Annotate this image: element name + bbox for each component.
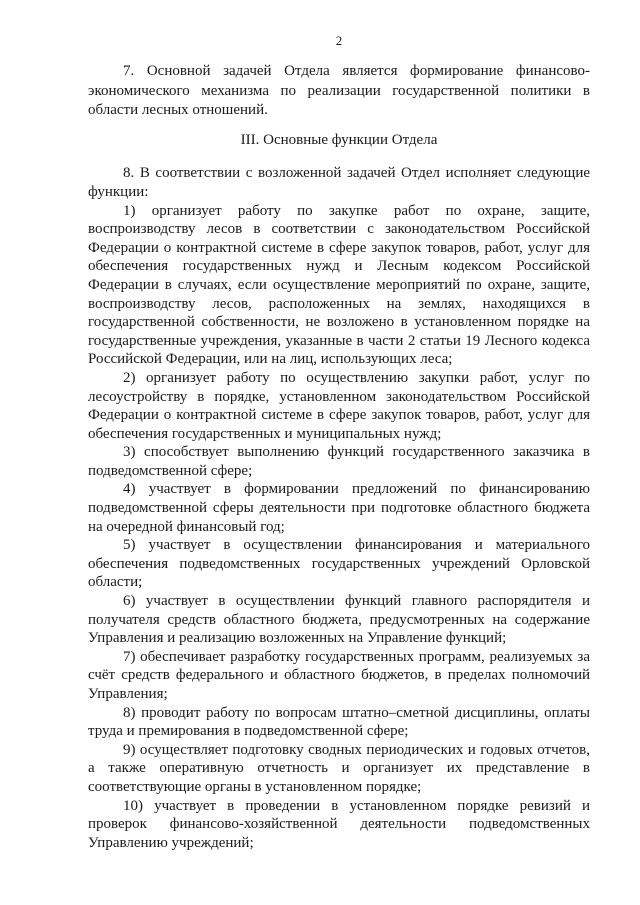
function-item: 6) участвует в осуществлении функций главного распорядителя и получателя средств областного бюджета, предусмотренных на содержание Управления и реализацию возложенных на Управление функций; <box>88 593 590 647</box>
intro-paragraph: 7. Основной задачей Отдела является формирование финансово-экономического механизма по реализации государственной политики в области лесных отношений. <box>88 63 590 119</box>
function-item: 8) проводит работу по вопросам штатно–сметной дисциплины, оплаты труда и премирования в подведомственной сфере; <box>88 704 590 740</box>
page-number: 2 <box>335 33 343 48</box>
function-item: 7) обеспечивает разработку государственных программ, реализуемых за счёт средств федерального и областного бюджетов, в пределах полномочий Управления; <box>88 648 590 702</box>
function-item: 4) участвует в формировании предложений по финансированию подведомственной сферы деятельности при подготовке областного бюджета на очередной финансовый год; <box>88 481 590 535</box>
function-item: 5) участвует в осуществлении финансирования и материального обеспечения подведомственных государственных учреждений Орловской области; <box>88 537 590 591</box>
function-item: 2) организует работу по осуществлению закупки работ, услуг по лесоустройству в порядке, установленном законодательством Российской Федерации о контрактной системе в сфере закупок товаров, работ, услуг для обеспечения государственных и муниципальных нужд; <box>88 369 590 442</box>
function-item: 3) способствует выполнению функций государственного заказчика в подведомственной сфере; <box>88 444 590 479</box>
function-item: 9) осуществляет подготовку сводных периодических и годовых отчетов, а также оперативную отчетность и организует их представление в соответствующие органы в установленном порядке; <box>88 741 590 795</box>
function-item: 10) участвует в проведении в установленном порядке ревизий и проверок финансово-хозяйственной деятельности подведомственных Управлению учреждений; <box>88 797 590 851</box>
functions-intro-paragraph: 8. В соответствии с возложенной задачей Отдел исполняет следующие функции: <box>88 165 590 200</box>
section-heading: III. Основные функции Отдела <box>240 131 438 148</box>
document-body <box>88 62 590 852</box>
function-item: 1) организует работу по закупке работ по охране, защите, воспроизводству лесов в соответствии с законодательством Российской Федерации о контрактной системе в сфере закупок товаров, работ, услуг для обеспечения государственных нужд и Лесным кодексом Российской Федерации в случаях, если осуществление мероприятий по охране, защите, воспроизводству лесов, расположенных на землях, находящихся в государственной собственности, не возложено в установленном порядке на государственные учреждения, указанные в части 2 статьи 19 Лесного кодекса Российской Федерации, или на лиц, использующих леса; <box>88 202 590 368</box>
